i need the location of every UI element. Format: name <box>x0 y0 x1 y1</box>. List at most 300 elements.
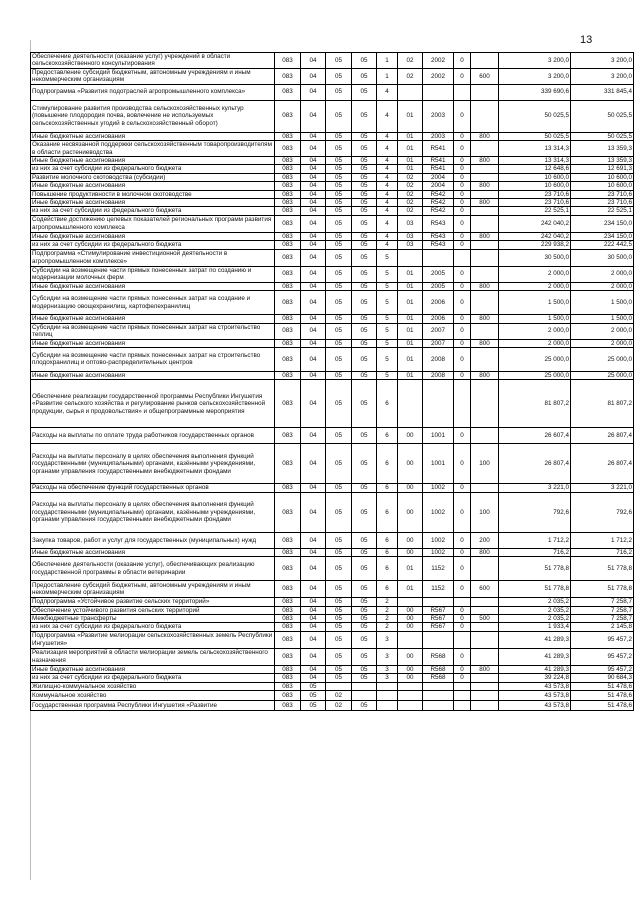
cell-cs3: 03 <box>398 241 423 249</box>
cell-cs1: 05 <box>352 266 377 282</box>
cell-cs4 <box>423 380 454 428</box>
cell-vr <box>471 347 499 371</box>
cell-cs3 <box>398 690 423 700</box>
table-row <box>31 141 634 157</box>
cell-sum2020: 12 691,3 <box>571 165 634 173</box>
cell-sum2019: 22 525,1 <box>499 207 571 215</box>
cell-name: Подпрограмма «Стимулирование инвестиционной деятельности в агропромышленном комплексе» <box>31 249 275 266</box>
cell-cs3: 00 <box>398 623 423 631</box>
cell-sum2019: 43 573,8 <box>499 700 571 710</box>
cell-vr: 800 <box>471 232 499 240</box>
cell-cs1: 05 <box>352 532 377 548</box>
cell-cs1: 05 <box>352 548 377 556</box>
cell-gr: 083 <box>275 648 301 665</box>
cell-vr <box>471 241 499 249</box>
cell-cs1: 05 <box>352 557 377 581</box>
cell-pr: 05 <box>326 614 352 622</box>
cell-cs2: 3 <box>377 674 398 682</box>
cell-cs4: R543 <box>423 232 454 240</box>
cell-vr: 800 <box>471 371 499 379</box>
cell-cs5: 0 <box>454 165 471 173</box>
cell-sum2019: 2 000,0 <box>499 282 571 290</box>
table-row <box>31 132 634 140</box>
cell-cs2: 4 <box>377 84 398 100</box>
cell-cs1: 05 <box>352 347 377 371</box>
cell-cs1: 05 <box>352 648 377 665</box>
cell-cs4 <box>423 690 454 700</box>
table-row <box>31 84 634 100</box>
cell-gr: 083 <box>275 53 301 69</box>
cell-cs1: 05 <box>352 631 377 648</box>
cell-sum2019: 2 035,2 <box>499 598 571 606</box>
cell-name: Субсидии на возмещение части прямых понесенных затрат на строительство плодохранилищ и оптово-распределительных центров <box>31 347 275 371</box>
cell-cs4: 2006 <box>423 291 454 315</box>
cell-cs1: 05 <box>352 614 377 622</box>
cell-cs1: 05 <box>352 190 377 198</box>
table-row <box>31 53 634 69</box>
cell-cs4: R543 <box>423 215 454 232</box>
cell-rz: 04 <box>301 173 326 181</box>
cell-rz: 04 <box>301 53 326 69</box>
table-row <box>31 215 634 232</box>
table-row <box>31 282 634 290</box>
cell-cs5: 0 <box>454 215 471 232</box>
cell-cs5 <box>454 700 471 710</box>
cell-cs2: 1 <box>377 68 398 84</box>
cell-rz: 04 <box>301 444 326 484</box>
cell-cs3: 02 <box>398 53 423 69</box>
cell-cs3: 02 <box>398 207 423 215</box>
cell-cs5: 0 <box>454 548 471 556</box>
cell-name: Расходы на выплаты персоналу в целях обеспечения выполнения функций государственными (муниципальными) органами, казёнными учреждениями, органами управления государственными внебюджетными фондами <box>31 444 275 484</box>
cell-cs2: 4 <box>377 207 398 215</box>
cell-name: Подпрограмма «Устойчивое развитие сельских территорий» <box>31 598 275 606</box>
cell-cs1: 05 <box>352 371 377 379</box>
cell-gr: 083 <box>275 606 301 614</box>
cell-pr: 05 <box>326 68 352 84</box>
cell-cs4 <box>423 598 454 606</box>
cell-cs1: 05 <box>352 53 377 69</box>
cell-sum2020: 1 500,0 <box>571 315 634 323</box>
cell-sum2020: 2 000,0 <box>571 339 634 347</box>
cell-pr: 05 <box>326 291 352 315</box>
cell-pr: 05 <box>326 241 352 249</box>
cell-pr: 05 <box>326 371 352 379</box>
cell-vr <box>471 380 499 428</box>
cell-cs5 <box>454 380 471 428</box>
cell-name: Реализация мероприятий в области мелиорации земель сельскохозяйственного назначения <box>31 648 275 665</box>
cell-sum2019: 2 000,0 <box>499 339 571 347</box>
table-row <box>31 232 634 240</box>
cell-cs1: 05 <box>352 84 377 100</box>
cell-name: Иные бюджетные ассигнования <box>31 665 275 673</box>
cell-sum2019: 81 807,2 <box>499 380 571 428</box>
cell-sum2020: 3 200,0 <box>571 68 634 84</box>
cell-vr: 100 <box>471 492 499 532</box>
cell-cs1: 05 <box>352 232 377 240</box>
cell-gr: 083 <box>275 598 301 606</box>
cell-sum2019: 2 035,2 <box>499 614 571 622</box>
cell-sum2020: 23 710,6 <box>571 199 634 207</box>
cell-gr: 083 <box>275 674 301 682</box>
cell-cs5: 0 <box>454 157 471 165</box>
cell-rz: 04 <box>301 282 326 290</box>
cell-cs2: 4 <box>377 241 398 249</box>
cell-sum2019: 229 938,2 <box>499 241 571 249</box>
cell-name: Предоставление субсидий бюджетным, автономным учреждениям и иным некоммерческим организациям <box>31 581 275 598</box>
cell-cs3: 00 <box>398 674 423 682</box>
cell-cs1: 05 <box>352 700 377 710</box>
cell-gr: 083 <box>275 232 301 240</box>
cell-pr: 05 <box>326 190 352 198</box>
cell-cs5 <box>454 682 471 690</box>
cell-cs2: 3 <box>377 648 398 665</box>
cell-cs3 <box>398 380 423 428</box>
cell-rz: 04 <box>301 207 326 215</box>
cell-rz: 04 <box>301 606 326 614</box>
cell-cs5: 0 <box>454 606 471 614</box>
cell-cs3: 02 <box>398 190 423 198</box>
cell-cs3: 00 <box>398 665 423 673</box>
cell-gr: 083 <box>275 241 301 249</box>
cell-pr: 05 <box>326 232 352 240</box>
table-row <box>31 347 634 371</box>
cell-gr: 083 <box>275 207 301 215</box>
cell-rz: 05 <box>301 682 326 690</box>
table-row <box>31 173 634 181</box>
cell-pr: 05 <box>326 339 352 347</box>
table-row <box>31 157 634 165</box>
cell-name: Подпрограмма «Развития подотраслей агропромышленного комплекса» <box>31 84 275 100</box>
budget-table-body <box>31 53 634 711</box>
cell-cs4: 2004 <box>423 173 454 181</box>
cell-pr: 05 <box>326 548 352 556</box>
cell-cs2: 2 <box>377 614 398 622</box>
cell-sum2019: 339 690,6 <box>499 84 571 100</box>
cell-rz: 04 <box>301 249 326 266</box>
cell-name: Обеспечение деятельности (оказание услуг), обеспечивающих реализацию государственной программы в области ветеринарии <box>31 557 275 581</box>
cell-rz: 04 <box>301 141 326 157</box>
cell-rz: 04 <box>301 165 326 173</box>
cell-pr: 05 <box>326 207 352 215</box>
cell-cs3: 01 <box>398 339 423 347</box>
cell-cs4: R567 <box>423 623 454 631</box>
cell-sum2020: 234 150,0 <box>571 215 634 232</box>
cell-cs2: 6 <box>377 557 398 581</box>
cell-pr: 05 <box>326 665 352 673</box>
cell-cs2: 4 <box>377 141 398 157</box>
cell-rz: 04 <box>301 100 326 132</box>
cell-cs1: 05 <box>352 315 377 323</box>
cell-rz: 04 <box>301 241 326 249</box>
cell-pr: 05 <box>326 557 352 581</box>
cell-cs2 <box>377 690 398 700</box>
table-row <box>31 241 634 249</box>
cell-pr: 05 <box>326 484 352 492</box>
cell-cs4: 2003 <box>423 132 454 140</box>
cell-rz: 04 <box>301 68 326 84</box>
cell-cs3: 01 <box>398 347 423 371</box>
table-row <box>31 380 634 428</box>
cell-rz: 04 <box>301 623 326 631</box>
cell-sum2020: 10 600,0 <box>571 182 634 190</box>
cell-cs4: R567 <box>423 606 454 614</box>
cell-gr: 083 <box>275 266 301 282</box>
cell-sum2020: 1 500,0 <box>571 291 634 315</box>
cell-sum2019: 43 573,8 <box>499 690 571 700</box>
cell-name: Иные бюджетные ассигнования <box>31 371 275 379</box>
cell-gr: 083 <box>275 165 301 173</box>
cell-cs5: 0 <box>454 68 471 84</box>
cell-cs2: 6 <box>377 444 398 484</box>
cell-vr <box>471 557 499 581</box>
cell-cs2: 5 <box>377 282 398 290</box>
cell-pr: 05 <box>326 631 352 648</box>
cell-cs1: 05 <box>352 674 377 682</box>
cell-cs2: 6 <box>377 380 398 428</box>
cell-gr: 083 <box>275 682 301 690</box>
cell-cs2: 3 <box>377 631 398 648</box>
cell-cs4 <box>423 84 454 100</box>
cell-pr: 05 <box>326 141 352 157</box>
cell-cs4: 2008 <box>423 371 454 379</box>
cell-cs2: 4 <box>377 182 398 190</box>
table-row <box>31 207 634 215</box>
cell-gr: 083 <box>275 282 301 290</box>
table-row <box>31 682 634 690</box>
cell-cs4 <box>423 249 454 266</box>
cell-sum2019: 26 607,4 <box>499 428 571 444</box>
cell-vr <box>471 598 499 606</box>
table-row <box>31 323 634 339</box>
cell-rz: 04 <box>301 84 326 100</box>
cell-cs4: 1001 <box>423 444 454 484</box>
cell-name: Иные бюджетные ассигнования <box>31 339 275 347</box>
cell-cs4: 2007 <box>423 339 454 347</box>
cell-pr: 05 <box>326 380 352 428</box>
cell-sum2019: 23 710,6 <box>499 190 571 198</box>
cell-gr: 083 <box>275 315 301 323</box>
cell-cs3: 01 <box>398 157 423 165</box>
cell-name: Иные бюджетные ассигнования <box>31 315 275 323</box>
cell-sum2020: 51 478,6 <box>571 682 634 690</box>
cell-vr: 800 <box>471 282 499 290</box>
cell-sum2019: 25 000,0 <box>499 371 571 379</box>
cell-cs5: 0 <box>454 623 471 631</box>
cell-cs2: 6 <box>377 428 398 444</box>
cell-name: Предоставление субсидий бюджетным, автономным учреждениям и иным некоммерческим организациям <box>31 68 275 84</box>
cell-gr: 083 <box>275 623 301 631</box>
cell-name: Иные бюджетные ассигнования <box>31 132 275 140</box>
cell-rz: 04 <box>301 132 326 140</box>
cell-sum2019: 12 648,6 <box>499 165 571 173</box>
cell-cs3: 01 <box>398 266 423 282</box>
cell-cs2 <box>377 700 398 710</box>
cell-pr: 05 <box>326 606 352 614</box>
cell-rz: 04 <box>301 291 326 315</box>
cell-name: из них за счет субсидии из федерального бюджета <box>31 165 275 173</box>
cell-cs2: 6 <box>377 581 398 598</box>
cell-sum2019: 1 712,2 <box>499 532 571 548</box>
cell-cs3: 00 <box>398 548 423 556</box>
cell-cs1: 05 <box>352 207 377 215</box>
cell-cs2: 6 <box>377 532 398 548</box>
table-row <box>31 199 634 207</box>
cell-gr: 083 <box>275 339 301 347</box>
cell-sum2020: 30 500,0 <box>571 249 634 266</box>
cell-rz: 04 <box>301 492 326 532</box>
cell-cs5 <box>454 631 471 648</box>
cell-cs5: 0 <box>454 53 471 69</box>
table-row <box>31 648 634 665</box>
cell-vr <box>471 428 499 444</box>
table-row <box>31 339 634 347</box>
cell-cs2: 3 <box>377 665 398 673</box>
table-row <box>31 690 634 700</box>
cell-gr: 083 <box>275 68 301 84</box>
cell-cs3: 03 <box>398 232 423 240</box>
cell-gr: 083 <box>275 700 301 710</box>
cell-vr: 800 <box>471 548 499 556</box>
cell-name: из них за счет субсидии из федерального бюджета <box>31 674 275 682</box>
cell-cs3 <box>398 249 423 266</box>
cell-cs5: 0 <box>454 665 471 673</box>
cell-pr: 05 <box>326 428 352 444</box>
table-row <box>31 700 634 710</box>
cell-name: Государственная программа Республики Ингушетия «Развитие <box>31 700 275 710</box>
cell-cs1: 05 <box>352 182 377 190</box>
cell-sum2019: 41 289,3 <box>499 648 571 665</box>
cell-cs4: 1001 <box>423 428 454 444</box>
cell-sum2019: 43 573,8 <box>499 682 571 690</box>
cell-name: Субсидии на возмещение части прямых понесенных затрат по созданию и модернизации молочных ферм <box>31 266 275 282</box>
cell-gr: 083 <box>275 665 301 673</box>
cell-sum2019: 3 200,0 <box>499 53 571 69</box>
cell-vr: 600 <box>471 68 499 84</box>
table-row <box>31 623 634 631</box>
cell-cs5: 0 <box>454 532 471 548</box>
cell-name: Оказание несвязанной поддержки сельскохозяйственным товаропроизводителям в области растениеводства <box>31 141 275 157</box>
cell-cs3 <box>398 700 423 710</box>
cell-cs3 <box>398 598 423 606</box>
cell-cs3 <box>398 631 423 648</box>
cell-gr: 083 <box>275 84 301 100</box>
cell-cs1: 05 <box>352 241 377 249</box>
cell-gr: 083 <box>275 444 301 484</box>
cell-pr: 05 <box>326 648 352 665</box>
table-row <box>31 315 634 323</box>
cell-name: Подпрограмма «Развитие мелиорации сельскохозяйственных земель Республики Ингушетия» <box>31 631 275 648</box>
cell-cs1: 05 <box>352 380 377 428</box>
cell-rz: 04 <box>301 190 326 198</box>
table-row <box>31 68 634 84</box>
cell-cs5: 0 <box>454 100 471 132</box>
cell-rz: 04 <box>301 232 326 240</box>
cell-cs5: 0 <box>454 173 471 181</box>
table-row <box>31 444 634 484</box>
cell-cs3 <box>398 84 423 100</box>
table-row <box>31 100 634 132</box>
cell-gr: 083 <box>275 100 301 132</box>
cell-sum2020: 7 258,7 <box>571 614 634 622</box>
cell-pr: 02 <box>326 690 352 700</box>
cell-cs2 <box>377 682 398 690</box>
table-row <box>31 606 634 614</box>
cell-rz: 04 <box>301 315 326 323</box>
cell-sum2019: 2 000,0 <box>499 323 571 339</box>
cell-pr: 05 <box>326 84 352 100</box>
cell-cs2: 5 <box>377 315 398 323</box>
cell-sum2019: 39 224,8 <box>499 674 571 682</box>
cell-gr: 083 <box>275 380 301 428</box>
cell-cs3: 01 <box>398 132 423 140</box>
cell-pr: 05 <box>326 623 352 631</box>
cell-cs3: 01 <box>398 315 423 323</box>
cell-sum2020: 2 145,8 <box>571 623 634 631</box>
cell-sum2019: 26 807,4 <box>499 444 571 484</box>
table-row <box>31 249 634 266</box>
cell-name: Иные бюджетные ассигнования <box>31 182 275 190</box>
cell-sum2019: 51 778,8 <box>499 557 571 581</box>
cell-cs2: 4 <box>377 100 398 132</box>
cell-sum2019: 2 000,0 <box>499 266 571 282</box>
table-row <box>31 581 634 598</box>
cell-cs2: 4 <box>377 165 398 173</box>
cell-cs5: 0 <box>454 444 471 484</box>
cell-cs5: 0 <box>454 347 471 371</box>
cell-sum2020: 10 600,0 <box>571 173 634 181</box>
cell-cs1 <box>352 690 377 700</box>
table-row <box>31 548 634 556</box>
cell-gr: 083 <box>275 190 301 198</box>
cell-pr: 05 <box>326 532 352 548</box>
cell-cs2: 2 <box>377 606 398 614</box>
table-row <box>31 371 634 379</box>
cell-vr: 800 <box>471 315 499 323</box>
cell-rz: 04 <box>301 266 326 282</box>
cell-gr: 083 <box>275 291 301 315</box>
cell-sum2019: 3 200,0 <box>499 68 571 84</box>
cell-cs2: 4 <box>377 199 398 207</box>
cell-gr: 083 <box>275 532 301 548</box>
cell-sum2019: 10 600,0 <box>499 182 571 190</box>
cell-vr <box>471 266 499 282</box>
table-row <box>31 428 634 444</box>
cell-pr: 05 <box>326 598 352 606</box>
cell-sum2020: 3 200,0 <box>571 53 634 69</box>
cell-name: Развитие молочного скотоводства (субсидии) <box>31 173 275 181</box>
cell-cs4: 1152 <box>423 581 454 598</box>
cell-cs2: 5 <box>377 347 398 371</box>
cell-cs3: 00 <box>398 606 423 614</box>
cell-sum2019: 2 035,2 <box>499 606 571 614</box>
cell-cs5 <box>454 84 471 100</box>
cell-gr: 083 <box>275 581 301 598</box>
cell-pr: 05 <box>326 165 352 173</box>
cell-name: Расходы на обеспечение функций государственных органов <box>31 484 275 492</box>
cell-cs5: 0 <box>454 141 471 157</box>
cell-cs1: 05 <box>352 665 377 673</box>
cell-name: Расходы на выплаты по оплате труда работников государственных органов <box>31 428 275 444</box>
table-row <box>31 484 634 492</box>
cell-gr: 083 <box>275 548 301 556</box>
cell-sum2019: 1 500,0 <box>499 315 571 323</box>
cell-cs5 <box>454 598 471 606</box>
cell-cs5: 0 <box>454 291 471 315</box>
cell-cs4: 2005 <box>423 266 454 282</box>
cell-sum2020: 51 478,6 <box>571 700 634 710</box>
cell-cs1: 05 <box>352 199 377 207</box>
